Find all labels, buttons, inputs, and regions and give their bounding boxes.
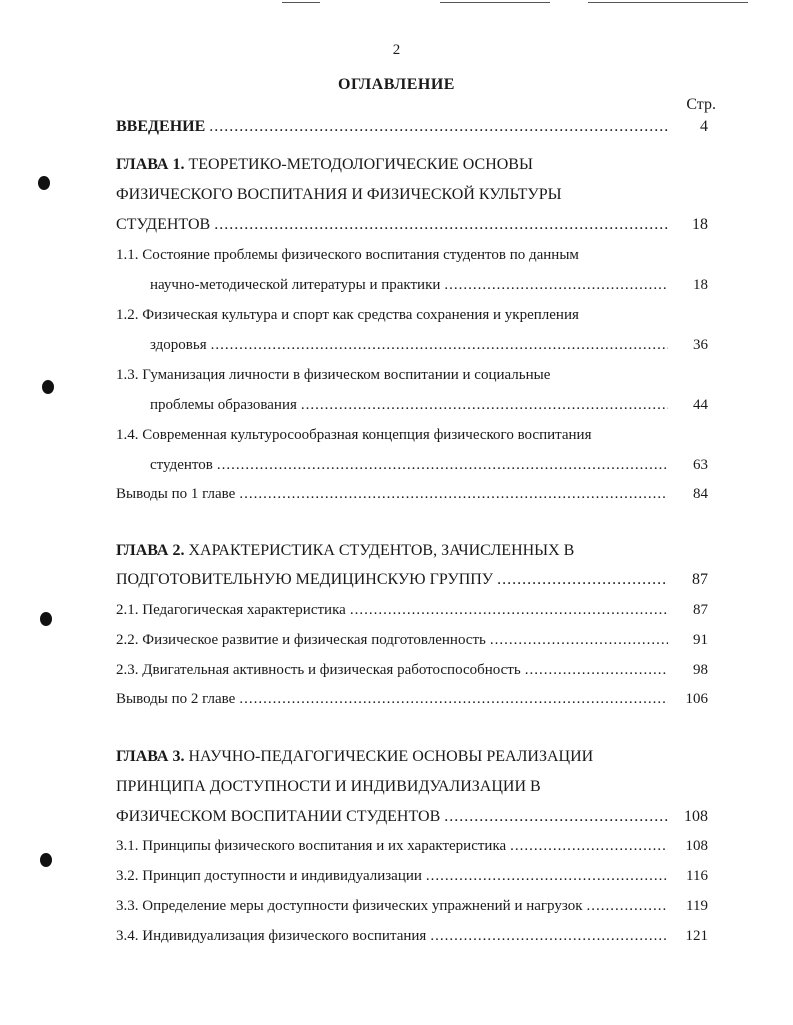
toc-entry-1-2-cont[interactable] [150, 332, 708, 358]
toc-entry-intro[interactable] [116, 114, 708, 140]
chapter-1-heading-last[interactable] [116, 212, 708, 238]
dot-leader [497, 567, 668, 593]
toc-entry-1-4[interactable] [116, 422, 708, 448]
dot-leader [525, 657, 668, 683]
chapter-3-heading-line [116, 774, 708, 800]
dot-leader [444, 272, 668, 298]
dot-leader [214, 212, 668, 238]
punch-hole [38, 176, 50, 190]
toc-entry-3-2[interactable] [116, 863, 708, 889]
chapter-title-line: ТЕОРЕТИКО-МЕТОДОЛОГИЧЕСКИЕ ОСНОВЫ [188, 156, 533, 173]
entry-page: 108 [685, 838, 708, 854]
chapter-label: ГЛАВА 2. [116, 542, 185, 559]
toc-entry-1-4-cont[interactable] [150, 452, 708, 478]
entry-title: 1.2. Физическая культура и спорт как средства сохранения и укрепления [116, 307, 579, 323]
toc-entry-3-4[interactable] [116, 923, 708, 949]
punch-hole [42, 380, 54, 394]
entry-page: 63 [693, 457, 708, 473]
entry-page: 18 [693, 277, 708, 293]
entry-title: научно-методической литературы и практики [150, 277, 441, 293]
chapter-title-line: ФИЗИЧЕСКОГО ВОСПИТАНИЯ И ФИЗИЧЕСКОЙ КУЛЬТУРЫ [116, 186, 562, 203]
scan-line [440, 2, 550, 3]
chapter-1-heading[interactable] [116, 152, 708, 178]
chapter-title-line: НАУЧНО-ПЕДАГОГИЧЕСКИЕ ОСНОВЫ РЕАЛИЗАЦИИ [188, 748, 594, 765]
dot-leader [510, 833, 668, 859]
toc-entry-1-1-cont[interactable] [150, 272, 708, 298]
toc-entry-1-1[interactable] [116, 242, 708, 268]
dot-leader [426, 863, 668, 889]
chapter-title-line: ФИЗИЧЕСКОМ ВОСПИТАНИИ СТУДЕНТОВ [116, 808, 441, 825]
entry-title: 2.1. Педагогическая характеристика [116, 602, 346, 618]
entry-page: 91 [693, 632, 708, 648]
chapter-label: ГЛАВА 1. [116, 156, 185, 173]
toc-entry-3-3[interactable] [116, 893, 708, 919]
chapter-3-heading-last[interactable] [116, 804, 708, 830]
entry-title: 1.4. Современная культуросообразная концепция физического воспитания [116, 427, 592, 443]
entry-title: 3.1. Принципы физического воспитания и их характеристика [116, 838, 507, 854]
entry-page: 87 [693, 602, 708, 618]
dot-leader [350, 597, 668, 623]
toc-entry-1-2[interactable] [116, 302, 708, 328]
toc-entry-2-2[interactable] [116, 627, 708, 653]
punch-hole [40, 612, 52, 626]
dot-leader [587, 893, 669, 919]
entry-title: 3.4. Индивидуализация физического воспитания [116, 928, 427, 944]
chapter-3-heading[interactable] [116, 744, 708, 770]
chapter-1-heading-line [116, 182, 708, 208]
entry-page: 36 [693, 337, 708, 353]
chapter-title-line: ХАРАКТЕРИСТИКА СТУДЕНТОВ, ЗАЧИСЛЕННЫХ В [188, 542, 575, 559]
dot-leader [430, 923, 668, 949]
dot-leader [209, 114, 668, 140]
toc-entry-2-1[interactable] [116, 597, 708, 623]
punch-hole [40, 853, 52, 867]
entry-page: 87 [692, 571, 708, 588]
entry-title: 2.2. Физическое развитие и физическая подготовленность [116, 632, 486, 648]
dot-leader [239, 481, 668, 507]
entry-page: 18 [692, 216, 708, 233]
entry-page: 121 [685, 928, 708, 944]
entry-title: Выводы по 1 главе [116, 486, 236, 502]
chapter-label: ГЛАВА 3. [116, 748, 185, 765]
dot-leader [301, 392, 668, 418]
entry-page: 119 [686, 898, 708, 914]
chapter-2-heading-last[interactable] [116, 567, 708, 593]
entry-title: 3.2. Принцип доступности и индивидуализации [116, 868, 422, 884]
entry-title: проблемы образования [150, 397, 297, 413]
toc-entry-3-1[interactable] [116, 833, 708, 859]
toc-entry-2-3[interactable] [116, 657, 708, 683]
dot-leader [211, 332, 668, 358]
page-number: 2 [392, 42, 401, 58]
chapter-2-heading[interactable] [116, 538, 708, 564]
toc-entry-conclusion-2[interactable] [116, 686, 708, 712]
entry-title: студентов [150, 457, 213, 473]
entry-page: 44 [693, 397, 708, 413]
dot-leader [490, 627, 668, 653]
dot-leader [239, 686, 668, 712]
entry-title: здоровья [150, 337, 207, 353]
chapter-title-line: ПРИНЦИПА ДОСТУПНОСТИ И ИНДИВИДУАЛИЗАЦИИ В [116, 778, 541, 795]
scan-line [282, 2, 320, 3]
dot-leader [217, 452, 668, 478]
entry-page: 108 [684, 808, 708, 825]
page-column-label: Стр. [686, 96, 716, 113]
toc-title: ОГЛАВЛЕНИЕ [338, 76, 455, 93]
entry-title: 1.3. Гуманизация личности в физическом воспитании и социальные [116, 367, 551, 383]
scan-line [588, 2, 748, 3]
entry-title: 1.1. Состояние проблемы физического воспитания студентов по данным [116, 247, 579, 263]
toc-entry-1-3-cont[interactable] [150, 392, 708, 418]
entry-page: 116 [686, 868, 708, 884]
entry-page: 98 [693, 662, 708, 678]
entry-page: 84 [693, 486, 708, 502]
toc-entry-1-3[interactable] [116, 362, 708, 388]
dot-leader [444, 804, 668, 830]
entry-title: Выводы по 2 главе [116, 691, 236, 707]
chapter-title-line: ПОДГОТОВИТЕЛЬНУЮ МЕДИЦИНСКУЮ ГРУППУ [116, 571, 494, 588]
entry-page: 106 [685, 691, 708, 707]
chapter-title-line: СТУДЕНТОВ [116, 216, 211, 233]
toc-entry-conclusion-1[interactable] [116, 481, 708, 507]
entry-page: 4 [700, 118, 708, 135]
entry-title: 3.3. Определение меры доступности физических упражнений и нагрузок [116, 898, 583, 914]
entry-title: 2.3. Двигательная активность и физическая работоспособность [116, 662, 521, 678]
entry-title: ВВЕДЕНИЕ [116, 118, 206, 135]
